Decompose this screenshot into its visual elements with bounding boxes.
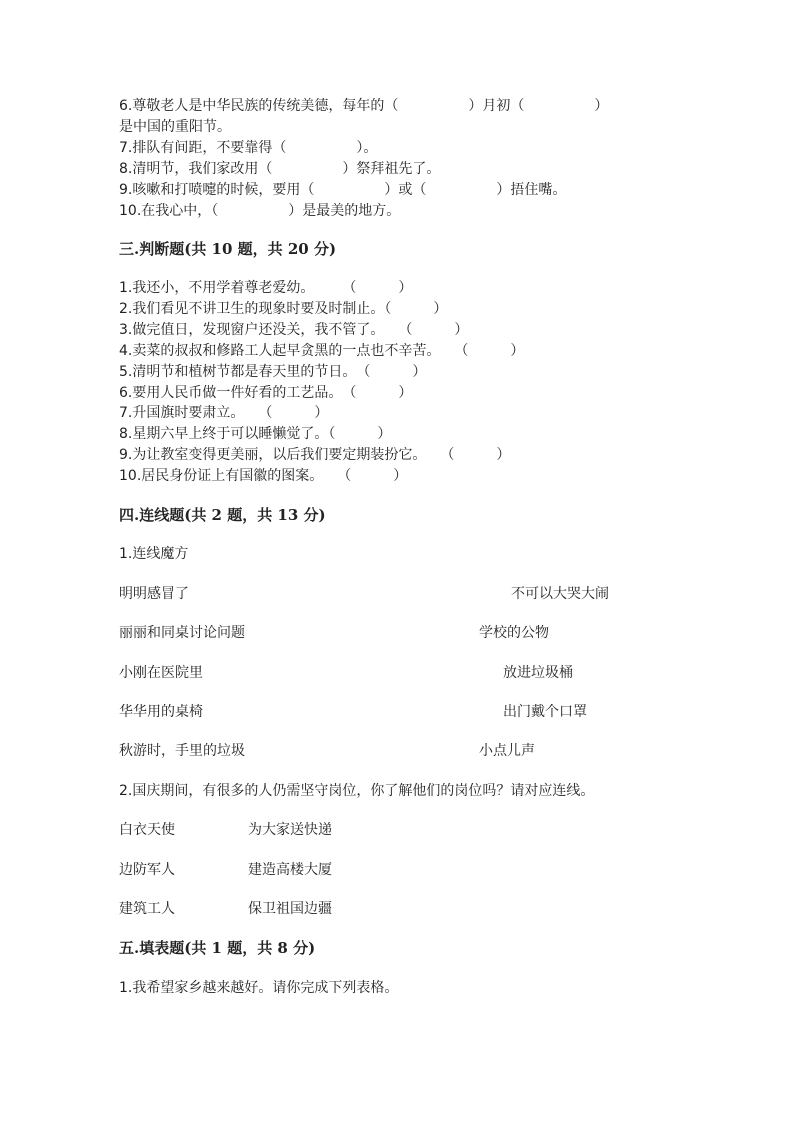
- match-q1-left-1: 明明感冒了: [119, 586, 189, 602]
- judge-item-6: 6.要用人民币做一件好看的工艺品。 （ ）: [119, 385, 413, 401]
- judge-item-1: 1.我还小，不用学着尊老爱幼。 （ ）: [119, 280, 413, 296]
- match-q1-right-1: 不可以大哭大闹: [511, 586, 609, 602]
- match-q1-right-5: 小点儿声: [479, 743, 535, 759]
- judge-item-8: 8.星期六早上终于可以睡懒觉了。（ ）: [119, 426, 392, 442]
- judge-item-10: 10.居民身份证上有国徽的图案。 （ ）: [119, 468, 408, 484]
- match-q1-title: 1.连线魔方: [119, 546, 189, 562]
- match-q1-right-4: 出门戴个口罩: [503, 704, 587, 720]
- judge-item-2: 2.我们看见不讲卫生的现象时要及时制止。（ ）: [119, 301, 448, 317]
- fill-blank-item-7: 7.排队有间距，不要靠得（ ）。: [119, 140, 378, 156]
- judge-item-5: 5.清明节和植树节都是春天里的节日。 （ ）: [119, 364, 427, 380]
- match-q2-title: 2.国庆期间，有很多的人仍需坚守岗位，你了解他们的岗位吗？请对应连线。: [119, 783, 595, 799]
- match-q1-left-2: 丽丽和同桌讨论问题: [119, 625, 245, 641]
- fill-blank-item-6: 6.尊敬老人是中华民族的传统美德，每年的（ ）月初（ ）: [119, 98, 609, 114]
- match-q2-left-3: 建筑工人: [119, 901, 175, 917]
- judge-item-3: 3.做完值日，发现窗户还没关，我不管了。 （ ）: [119, 322, 469, 338]
- match-q2-left-1: 白衣天使: [119, 822, 175, 838]
- section-5-heading: 五.填表题(共 1 题，共 8 分): [119, 939, 316, 957]
- fill-blank-item-9: 9.咳嗽和打喷嚏的时候，要用（ ）或（ ）捂住嘴。: [119, 182, 567, 198]
- fill-blank-item-6-cont: 是中国的重阳节。: [119, 119, 231, 135]
- match-q1-left-3: 小刚在医院里: [119, 665, 203, 681]
- match-q2-right-1: 为大家送快递: [248, 822, 332, 838]
- match-q2-right-3: 保卫祖国边疆: [248, 901, 332, 917]
- judge-item-7: 7.升国旗时要肃立。 （ ）: [119, 405, 329, 421]
- match-q1-left-4: 华华用的桌椅: [119, 704, 203, 720]
- table-q1: 1.我希望家乡越来越好。请你完成下列表格。: [119, 980, 399, 996]
- match-q1-right-2: 学校的公物: [479, 625, 549, 641]
- section-3-heading: 三.判断题(共 10 题，共 20 分): [119, 240, 337, 258]
- judge-item-9: 9.为让教室变得更美丽，以后我们要定期装扮它。 （ ）: [119, 447, 511, 463]
- fill-blank-item-10: 10.在我心中，（ ）是最美的地方。: [119, 203, 401, 219]
- match-q2-right-2: 建造高楼大厦: [248, 862, 332, 878]
- judge-item-4: 4.卖菜的叔叔和修路工人起早贪黑的一点也不辛苦。 （ ）: [119, 343, 525, 359]
- fill-blank-item-8: 8.清明节，我们家改用（ ）祭拜祖先了。: [119, 161, 441, 177]
- section-4-heading: 四.连线题(共 2 题，共 13 分): [119, 506, 326, 524]
- match-q2-left-2: 边防军人: [119, 862, 175, 878]
- match-q1-right-3: 放进垃圾桶: [503, 665, 573, 681]
- match-q1-left-5: 秋游时，手里的垃圾: [119, 743, 245, 759]
